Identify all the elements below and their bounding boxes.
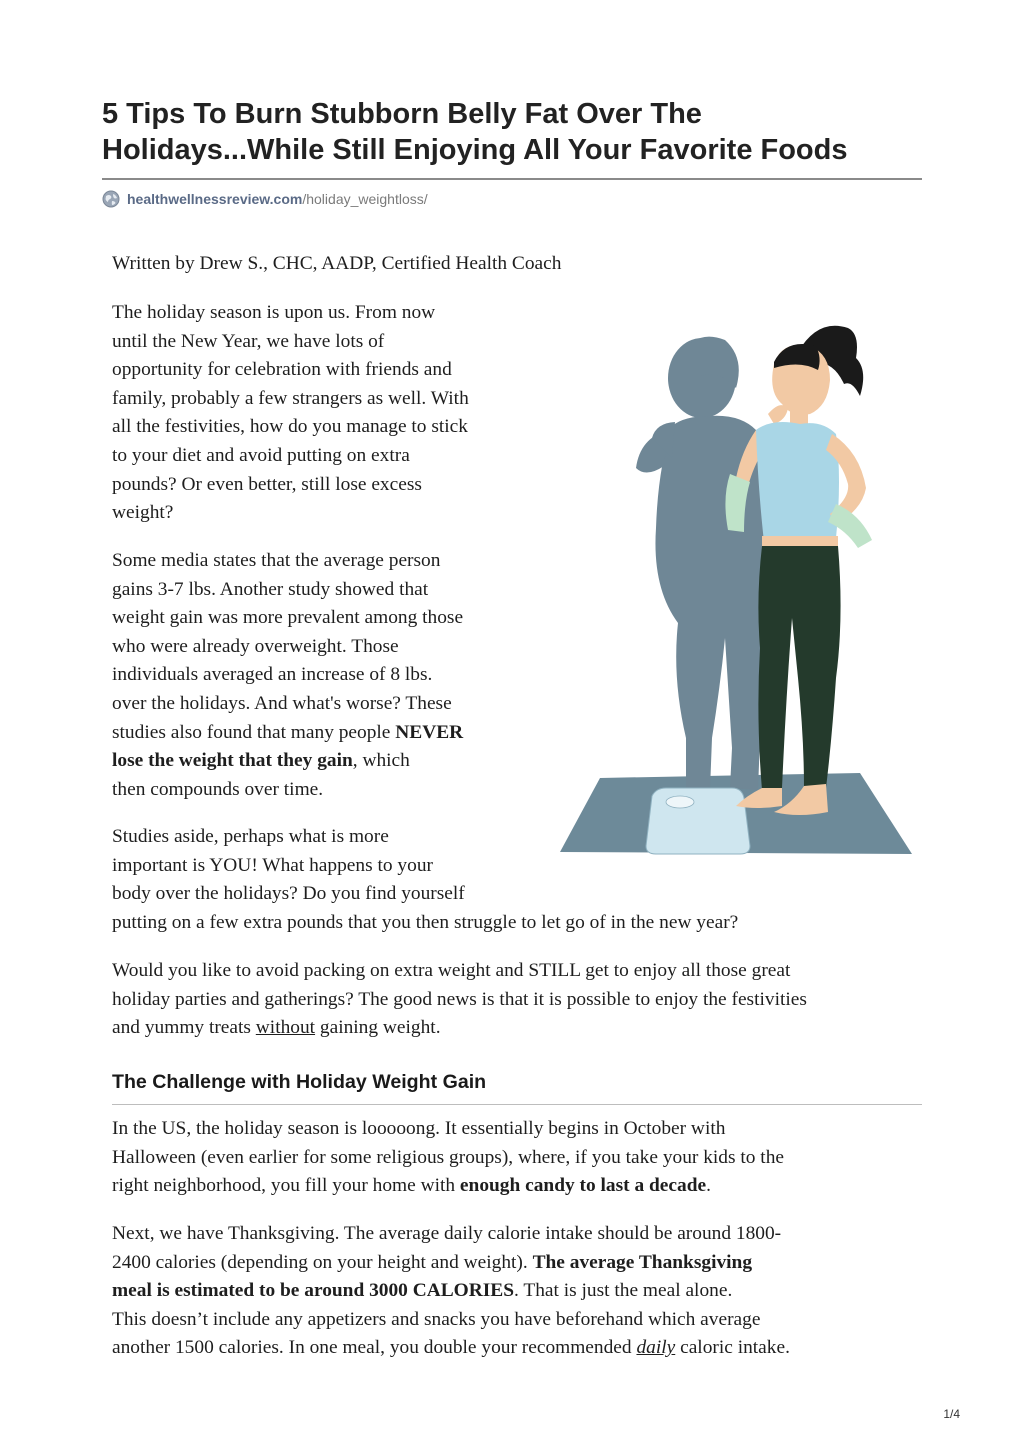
text-line: then compounds over time. [112, 778, 324, 800]
text-line: . That is just the meal alone. [514, 1280, 733, 1302]
emphasis-calories: meal is estimated to be around 3000 CALORIES [112, 1280, 515, 1302]
author-line: Written by Drew S., CHC, AADP, Certified Health Coach [112, 253, 562, 274]
globe-icon [102, 190, 120, 208]
paragraph-thanksgiving [112, 1220, 932, 1363]
illustration-woman-scale [560, 318, 920, 866]
text-line: gaining weight. [315, 1017, 441, 1039]
paragraph-statistics [112, 547, 532, 804]
page-number: 1/4 [943, 1407, 960, 1421]
section-divider [112, 1104, 922, 1105]
text-line: Halloween (even earlier for some religious groups), where, if you take your kids to the [112, 1146, 784, 1168]
text-line: Would you like to avoid packing on extra weight and STILL get to enjoy all those great [112, 960, 791, 981]
text-line: pounds? Or even better, still lose excess [112, 473, 422, 495]
text-line: over the holidays. And what's worse? These [112, 692, 452, 714]
text-line: opportunity for celebration with friends and [112, 359, 452, 381]
text-line: family, probably a few strangers as well. With [112, 387, 469, 409]
text-line: holiday parties and gatherings? The good news is that it is possible to enjoy the festivities [112, 988, 807, 1010]
emphasis-lose-weight: lose the weight that they gain [112, 750, 353, 772]
text-line: Studies aside, perhaps what is more [112, 826, 389, 847]
text-line: body over the holidays? Do you find yourself [112, 883, 465, 905]
title-divider [102, 178, 922, 180]
emphasis-candy: enough candy to last a decade [459, 1175, 707, 1197]
text-line: another 1500 calories. In one meal, you double your recommended [112, 1337, 637, 1359]
article-title: 5 Tips To Burn Stubborn Belly Fat Over The Holidays...While Still Enjoying All Your Favorite Foods [102, 98, 848, 166]
emphasis-daily: daily [636, 1337, 676, 1359]
text-line: 2400 calories (depending on your height and weight). [112, 1251, 533, 1273]
emphasis-thanksgiving: The average Thanksgiving [532, 1251, 753, 1273]
text-line: right neighborhood, you fill your home with [112, 1175, 460, 1197]
text-line: gains 3-7 lbs. Another study showed that [112, 578, 429, 600]
text-line: , which [352, 750, 410, 772]
text-line: individuals averaged an increase of 8 lbs. [112, 664, 433, 686]
source-link[interactable] [102, 188, 428, 210]
text-line: important is YOU! What happens to your [112, 854, 433, 876]
text-line: . [706, 1175, 711, 1197]
text-line: studies also found that many people [112, 721, 396, 743]
text-line: Some media states that the average person [112, 550, 441, 571]
text-line: putting on a few extra pounds that you then struggle to let go of in the new year? [112, 911, 739, 933]
text-line: This doesn’t include any appetizers and snacks you have beforehand which average [112, 1308, 761, 1330]
section-heading: The Challenge with Holiday Weight Gain [112, 1071, 487, 1093]
source-domain[interactable]: healthwellnessreview.com [127, 191, 303, 207]
paragraph-halloween [112, 1115, 932, 1201]
text-line: and yummy treats [112, 1017, 256, 1039]
paragraph-good-news [112, 957, 932, 1043]
text-line: weight gain was more prevalent among those [112, 607, 464, 629]
bathroom-scale [646, 788, 750, 854]
text-line: who were already overweight. Those [112, 635, 399, 657]
text-line: In the US, the holiday season is looooong. It essentially begins in October with [112, 1118, 726, 1139]
text-line: all the festivities, how do you manage to stick [112, 416, 468, 438]
text-line: until the New Year, we have lots of [112, 330, 385, 352]
text-line: caloric intake. [675, 1337, 790, 1359]
text-line: to your diet and avoid putting on extra [112, 444, 410, 466]
emphasis-never: NEVER [395, 721, 464, 743]
emphasis-without: without [255, 1017, 316, 1039]
text-line: weight? [112, 502, 174, 524]
paragraph-intro [112, 299, 532, 528]
text-line: The holiday season is upon us. From now [112, 302, 436, 323]
source-path[interactable]: /holiday_weightloss/ [302, 191, 428, 207]
text-line: Next, we have Thanksgiving. The average daily calorie intake should be around 1800- [112, 1223, 782, 1244]
